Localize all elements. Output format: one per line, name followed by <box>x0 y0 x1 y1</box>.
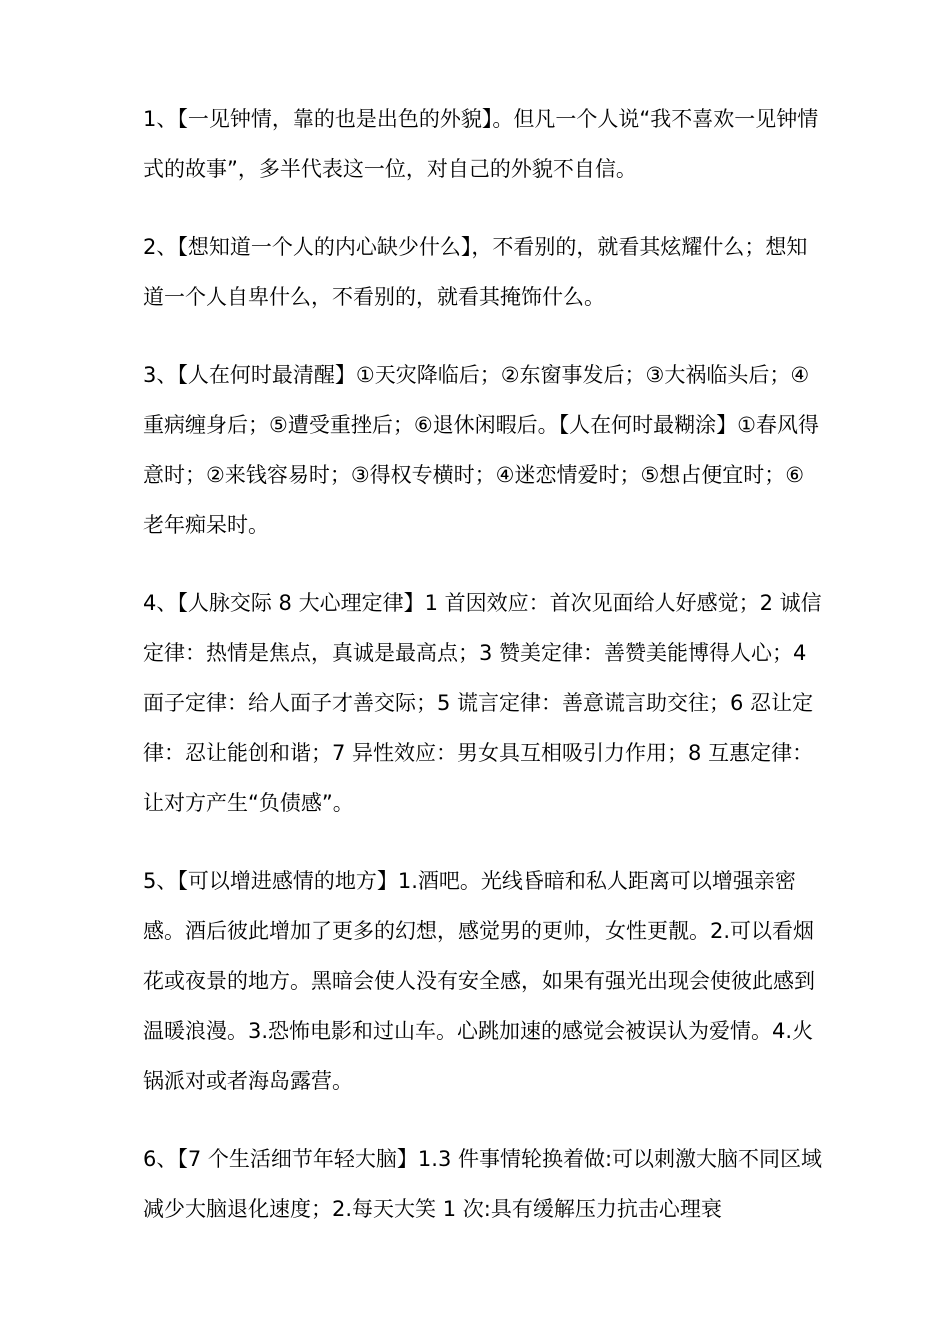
paragraph-text: 【想知道一个人的内心缺少什么】，不看别的，就看其炫耀什么；想知道一个人自卑什么，不看别的，就看其掩饰什么。 <box>143 235 808 309</box>
paragraph-number: 3、 <box>143 363 178 387</box>
paragraph-2 <box>143 222 823 322</box>
paragraph-number: 6、 <box>143 1147 178 1171</box>
paragraph-text: 【一见钟情，靠的也是出色的外貌】。但凡一个人说“我不喜欢一见钟情式的故事”，多半代表这一位，对自己的外貌不自信。 <box>143 107 819 181</box>
paragraph-text: 【7 个生活细节年轻大脑】1.3 件事情轮换着做:可以刺激大脑不同区域减少大脑退化速度；2.每天大笑 1 次:具有缓解压力抗击心理衰 <box>143 1147 823 1221</box>
paragraph-6 <box>143 1134 823 1234</box>
paragraph-number: 1、 <box>143 107 178 131</box>
paragraph-4 <box>143 578 823 828</box>
paragraph-text: 【可以增进感情的地方】1.酒吧。光线昏暗和私人距离可以增强亲密感。酒后彼此增加了更多的幻想，感觉男的更帅，女性更靓。2.可以看烟花或夜景的地方。黑暗会使人没有安全感，如果有强光出现会使彼此感到温暖浪漫。3.恐怖电影和过山车。心跳加速的感觉会被误认为爱情。4.火锅派对或者海岛露营。 <box>143 869 815 1093</box>
paragraph-3 <box>143 350 823 550</box>
paragraph-text: 【人在何时最清醒】①天灾降临后；②东窗事发后；③大祸临头后；④重病缠身后；⑤遭受重挫后；⑥退休闲暇后。【人在何时最糊涂】①春风得意时；②来钱容易时；③得权专横时；④迷恋情爱时；⑤想占便宜时；⑥老年痴呆时。 <box>143 363 819 537</box>
paragraph-number: 4、 <box>143 591 178 615</box>
paragraph-5 <box>143 856 823 1106</box>
paragraph-1 <box>143 94 823 194</box>
paragraph-number: 5、 <box>143 869 178 893</box>
paragraph-number: 2、 <box>143 235 178 259</box>
paragraph-text: 【人脉交际 8 大心理定律】1 首因效应：首次见面给人好感觉；2 诚信定律：热情是焦点，真诚是最高点；3 赞美定律：善赞美能博得人心；4 面子定律：给人面子才善交际；5 谎言定律：善意谎言助交往；6 忍让定律：忍让能创和谐；7 异性效应：男女具互相吸引力作用；8 互惠定律：让对方产生“负债感”。 <box>143 591 822 815</box>
document-page <box>143 94 823 1262</box>
